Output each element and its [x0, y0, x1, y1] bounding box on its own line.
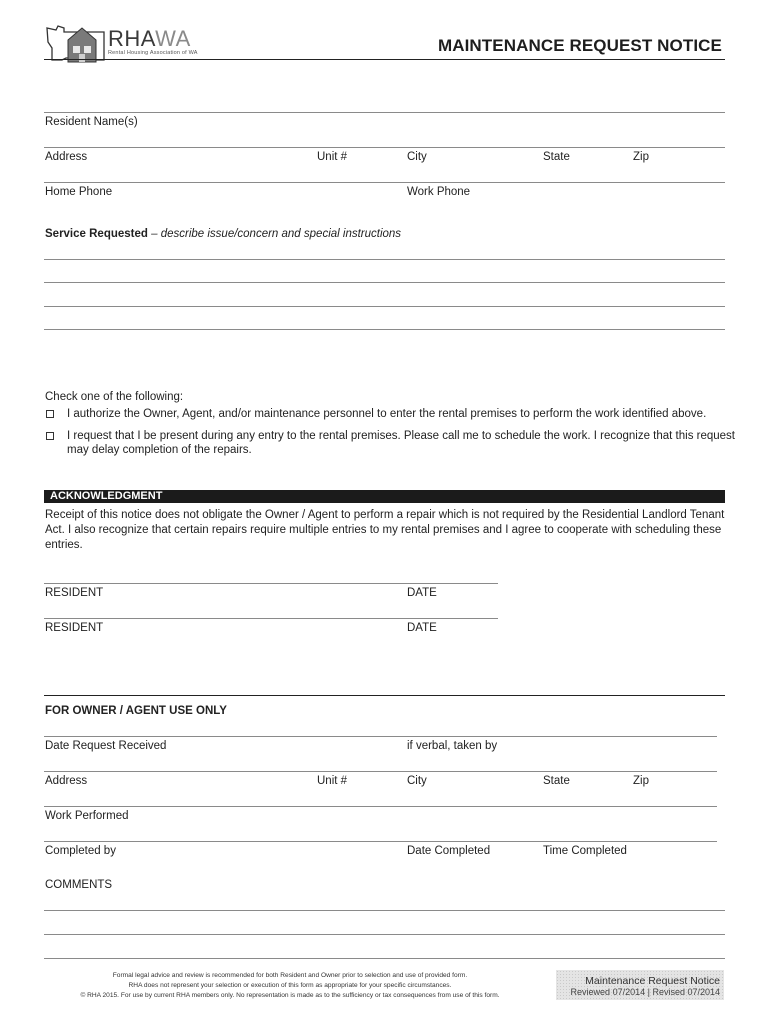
acknowledgment-title: ACKNOWLEDGMENT	[50, 490, 163, 502]
authorize-checkbox[interactable]	[46, 410, 54, 418]
acknowledgment-bar	[44, 490, 725, 503]
work-performed-label: Work Performed	[45, 810, 129, 822]
resident-label-2: RESIDENT	[45, 622, 104, 634]
service-line-2	[44, 282, 725, 283]
owner-unit-label: Unit #	[317, 775, 348, 787]
be-present-checkbox[interactable]	[46, 432, 54, 440]
work-phone-label: Work Phone	[407, 186, 471, 198]
comments-label: COMMENTS	[45, 879, 113, 891]
check-heading: Check one of the following:	[45, 391, 184, 403]
zip-label: Zip	[633, 151, 649, 163]
date-received-label: Date Request Received	[45, 740, 167, 752]
unit-label: Unit #	[317, 151, 348, 163]
comments-line-3	[44, 958, 725, 959]
footer-legal-line3: © RHA 2015. For use by current RHA members only. No representation is made as to the sufficiency or tax consequences from use of this form.	[80, 992, 500, 999]
form-id-box	[556, 970, 724, 1000]
resident-signature-line-2	[44, 618, 498, 619]
home-phone-label: Home Phone	[45, 186, 113, 198]
completed-by-label: Completed by	[45, 845, 116, 857]
work-performed-line	[44, 806, 717, 807]
owner-address-label: Address	[45, 775, 88, 787]
service-line-1	[44, 259, 725, 260]
address-label: Address	[45, 151, 88, 163]
city-label: City	[407, 151, 427, 163]
resident-names-line	[44, 112, 725, 113]
form-name: Maintenance Request Notice	[585, 975, 720, 987]
comments-line-1	[44, 910, 725, 911]
owner-section-divider	[44, 695, 725, 696]
state-label: State	[543, 151, 570, 163]
service-requested-label	[45, 228, 401, 240]
acknowledgment-line2: Act. I also recognize that certain repairs require multiple entries to my rental premises and I agree to cooperate with scheduling these	[45, 524, 722, 536]
owner-section-title: FOR OWNER / AGENT USE ONLY	[45, 705, 227, 717]
completed-by-line	[44, 841, 717, 842]
be-present-option-line1: I request that I be present during any entry to the rental premises. Please call me to schedule the work. I recognize that this request	[67, 430, 735, 442]
form-revision-dates: Reviewed 07/2014 | Revised 07/2014	[570, 987, 720, 997]
owner-city-label: City	[407, 775, 427, 787]
address-line	[44, 147, 725, 148]
service-requested-hint: – describe issue/concern and special instructions	[147, 228, 402, 240]
date-label-2: DATE	[407, 622, 437, 634]
owner-state-label: State	[543, 775, 570, 787]
owner-address-line	[44, 771, 717, 772]
acknowledgment-line3: entries.	[45, 539, 83, 551]
footer-legal-line1: Formal legal advice and review is recommended for both Resident and Owner prior to selection and use of provided form.	[112, 972, 468, 979]
be-present-option-line2: may delay completion of the repairs.	[67, 444, 252, 456]
header-divider	[44, 59, 725, 60]
date-received-line	[44, 736, 717, 737]
authorize-option-text: I authorize the Owner, Agent, and/or maintenance personnel to enter the rental premises to perform the work identified above.	[67, 408, 707, 420]
phone-line	[44, 182, 725, 183]
time-completed-label: Time Completed	[543, 845, 627, 857]
date-completed-label: Date Completed	[407, 845, 491, 857]
comments-line-2	[44, 934, 725, 935]
page-title: MAINTENANCE REQUEST NOTICE	[437, 36, 722, 55]
owner-zip-label: Zip	[633, 775, 649, 787]
resident-names-label: Resident Name(s)	[45, 116, 138, 128]
date-label-1: DATE	[407, 587, 437, 599]
resident-label-1: RESIDENT	[45, 587, 104, 599]
service-requested-title: Service Requested	[45, 228, 148, 240]
service-line-3	[44, 306, 725, 307]
verbal-label: if verbal, taken by	[407, 740, 498, 752]
footer-legal-line2: RHA does not represent your selection or execution of this form as appropriate for your specific circumstances.	[128, 982, 452, 989]
logo-name: RHAWA	[108, 26, 191, 51]
service-line-4	[44, 329, 725, 330]
resident-signature-line-1	[44, 583, 498, 584]
acknowledgment-line1: Receipt of this notice does not obligate the Owner / Agent to perform a repair which is not required by the Residential Landlord Tenant	[45, 509, 725, 521]
logo-tagline: Rental Housing Association of WA	[108, 50, 198, 56]
